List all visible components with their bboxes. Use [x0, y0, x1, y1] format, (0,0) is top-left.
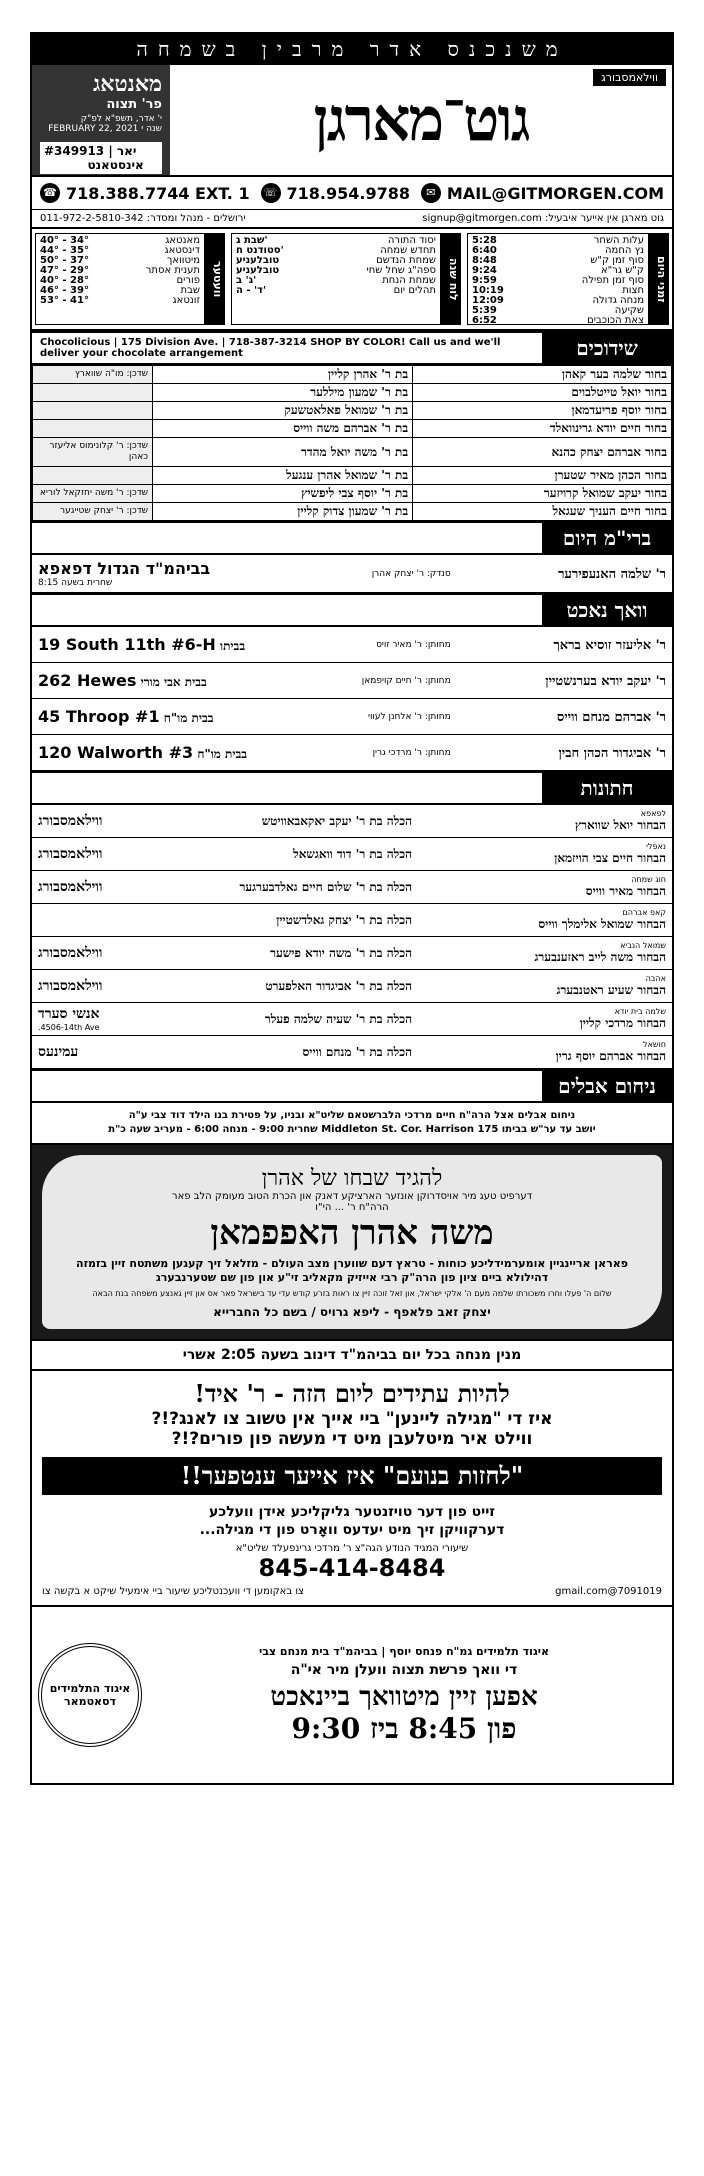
shadchan-cell	[33, 467, 153, 485]
zman-label: צאת הכוכבים	[587, 315, 644, 326]
english-date: FEBRUARY 22, 2021 שנה י	[48, 124, 162, 134]
groom-city: קאפ אברהם	[622, 908, 666, 917]
hebrew-date: י' אדר, תשפ"א לפ"ק	[80, 114, 162, 124]
groom-city: חושאל	[643, 1040, 666, 1049]
bris-place-cell	[38, 559, 271, 588]
chosson-cell	[413, 384, 672, 402]
vachnacht-label: וואך נאכט	[542, 595, 672, 625]
megillah-question-1: איז די "מגילה ליינען" ביי אייך אין טשוב צו לאנג?!?	[151, 1409, 553, 1429]
weather-label: מאנטאג	[165, 235, 200, 246]
bride-name: הכלה בת ר' דוד וואגשאל	[293, 846, 412, 861]
bris-place: בביהמ"ד הגדול דפאפא	[38, 559, 211, 578]
chosson-cell	[413, 485, 672, 503]
kallah-name: בת ר' שמעון מיללער	[310, 385, 409, 399]
kallah-cell	[153, 366, 413, 384]
groom-city: שמואל הנביא	[620, 941, 666, 950]
tribute-blessing: שלום ה' פעלו וחרו משכורתו שלמה מעם ה' אלקי ישראל, און זאל זוכה זיין צו ראות בזרע קודש עדי עד בישראל פאר אס און זיין גאנצע משפחה בנת הבאה	[92, 1289, 612, 1298]
contact-bar	[32, 177, 672, 210]
zman-value: 9:59	[472, 275, 497, 286]
kallah-cell	[153, 467, 413, 485]
groom-name: הבחור מאיר ווייס	[585, 884, 666, 898]
wedding-row	[32, 871, 672, 904]
vachnacht-place: בבית מו"ח	[193, 747, 248, 761]
final-ad-org: איגוד תלמידים גמ"ח פנחס יוסף | בביהמ"ד בית מנחם צבי	[258, 1644, 550, 1658]
luach-label: ספה"ג שחל שחי	[366, 265, 436, 276]
weather-label: פורים	[176, 275, 200, 286]
bride-name: הכלה בת ר' אביגדור האלפערט	[265, 978, 412, 993]
vachnacht-location	[38, 743, 271, 762]
zman-value: 6:52	[472, 315, 497, 326]
luach-value: טובלעניע	[236, 255, 280, 266]
shidduch-row	[33, 402, 672, 420]
weddings-header	[32, 771, 672, 805]
tribute-honoree-title: הרה"ח ר' ... הי"ו	[315, 1202, 389, 1213]
wedding-row	[32, 970, 672, 1003]
weather-value: 50° - 37°	[40, 255, 89, 266]
nichum-header	[32, 1069, 672, 1103]
zman-value: 6:40	[472, 245, 497, 256]
shidduch-row	[33, 438, 672, 467]
kallah-cell	[153, 402, 413, 420]
weather-value: 40° - 28°	[40, 275, 89, 286]
weather-row	[40, 296, 200, 306]
zman-row	[472, 316, 644, 326]
luach-rows	[232, 234, 440, 324]
kallah-cell	[153, 438, 413, 467]
luach-box	[231, 233, 461, 325]
hall-name: אנשי סערד	[38, 1006, 100, 1022]
shidduch-row	[33, 467, 672, 485]
zman-label: שקיעה	[614, 305, 644, 316]
groom-cell	[412, 842, 666, 866]
groom-name: הבחור שמואל אלימלך ווייס	[538, 917, 666, 931]
vachnacht-place: בבית אבי מורי	[136, 675, 207, 689]
kallah-cell	[153, 384, 413, 402]
vachnacht-info: מחותן: ר' מרדכי גרין	[372, 747, 451, 758]
vachnacht-list	[32, 627, 672, 771]
kallah-name: בת ר' אהרן קליין	[327, 367, 409, 381]
issue-row	[40, 142, 162, 174]
vachnacht-address: 262 Hewes	[38, 671, 137, 690]
vachnacht-address: 120 Walworth #3	[38, 743, 194, 762]
groom-cell	[412, 1040, 666, 1064]
weddings-list	[32, 805, 672, 1069]
wedding-row	[32, 805, 672, 838]
wedding-hall	[38, 813, 158, 830]
hall-name: ווילאמסבורג	[38, 845, 103, 862]
nichum-notice	[32, 1103, 672, 1145]
shidduch-row	[33, 384, 672, 402]
kallah-cell	[153, 420, 413, 438]
luach-label: שמחת הנדשם	[376, 255, 436, 266]
luach-value: טובלעניע	[236, 265, 280, 276]
vachnacht-location	[38, 671, 271, 690]
vachnacht-place: בביתו	[215, 639, 246, 653]
bride-name: הכלה בת ר' יעקב יאקאבאוויטש	[261, 813, 412, 828]
weather-value: 46° - 39°	[40, 285, 89, 296]
zman-value: 12:09	[472, 295, 504, 306]
groom-name: הבחור יואל שווארץ	[574, 818, 666, 832]
zman-value: 5:28	[472, 235, 497, 246]
weather-rows	[36, 234, 204, 324]
kallah-name: בת ר' משה יואל מהדר	[301, 444, 409, 459]
chosson-cell	[413, 366, 672, 384]
chosson-name: בחור שלמה בער קאהן	[561, 367, 667, 381]
groom-name: הבחור משה לייב ראזענבערג	[534, 950, 666, 964]
chosson-cell	[413, 402, 672, 420]
megillah-headline: להיות עתידים ליום הזה - ר' איד!	[194, 1379, 510, 1408]
shadchan-cell: שדכן: ר' קלונימוס אליעזר כאהן	[33, 438, 153, 467]
shidduchim-label: שידוכים	[542, 333, 672, 363]
bris-time: שחרית בשעה 8:15	[38, 578, 113, 588]
email	[421, 183, 664, 203]
bris-father: ר' שלמה האנעפירער	[558, 566, 666, 582]
bride-name: הכלה בת ר' שעיה שלמה פעלר	[264, 1011, 412, 1026]
hall-address: 4506-14th Ave.	[38, 1023, 100, 1032]
weather-label: זונטאג	[172, 295, 200, 306]
zman-label: חצות	[622, 285, 644, 296]
wedding-row	[32, 1036, 672, 1069]
luach-label: יסוד התורה	[387, 235, 436, 246]
newspaper-page	[30, 32, 674, 1785]
chosson-name: בחור חיים העניך שעגאל	[552, 504, 667, 518]
bride-name: הכלה בת ר' משה יודא פישער	[270, 945, 412, 960]
luach-label: לוח שנה	[440, 234, 460, 324]
vachnacht-address: 45 Throop #1	[38, 707, 160, 726]
luach-label: תהלים יום	[393, 285, 436, 296]
phone-1	[40, 183, 250, 203]
shidduch-row	[33, 485, 672, 503]
vachnacht-name: ר' אליעזר זוסיא בראך	[553, 637, 666, 653]
groom-cell	[412, 875, 666, 899]
luach-value: סטודנט ח'	[236, 245, 284, 256]
location-tag: ווילאמסבורג	[593, 69, 666, 86]
hall-name: ווילאמסבורג	[38, 812, 103, 829]
groom-name: הבחור אברהם יוסף גרין	[555, 1049, 666, 1063]
vachnacht-row	[32, 627, 672, 663]
tribute-honoree: משה אהרן האפפמאן	[210, 1213, 494, 1253]
weather-label: שבת	[180, 285, 200, 296]
luach-value: ג' ב'	[236, 275, 257, 286]
chocolicious-ad: Chocolicious | 175 Division Ave. | 718-387-3214 SHOP BY COLOR! Call us and we'll deliver your chocolate arrangement	[40, 337, 501, 359]
vachnacht-row	[32, 663, 672, 699]
wedding-hall	[38, 879, 158, 896]
shidduch-row	[33, 503, 672, 521]
megillah-answer: "לחזות בנועם" איז אייער ענטפער!!	[42, 1457, 662, 1495]
zman-value: 10:19	[472, 285, 504, 296]
tribute-body: פאראן אריינגיין אומערמידליכע כוחות - טראץ דעם שווערן מצב העולם - מזלאל זיך קעגען משתטח זיין בזמזה דהילולא ביים ציון פון הרה"ק רבי אייזיק מקאליב זי"ע און פון שם שטערנבערג	[76, 1257, 628, 1284]
shadchan-cell: שדכן: ר' משה יחזקאל לוריא	[33, 485, 153, 503]
kallah-name: בת ר' שמואל פאלאטשעק	[284, 403, 409, 417]
tribute-intro: דערפיט טעג מיר אויסדרוקן אונזער הארציקע דאנק און הכרת הטוב מעומק הלב פאר	[171, 1191, 533, 1202]
groom-cell	[412, 1007, 666, 1031]
zman-label: סוף זמן ק"ש	[590, 255, 644, 266]
day-of-week: מאנטאג	[93, 71, 162, 97]
shadchan-cell	[33, 384, 153, 402]
bris-row	[32, 555, 672, 593]
hall-name: ווילאמסבורג	[38, 878, 103, 895]
shadchan-cell	[33, 402, 153, 420]
vachnacht-header	[32, 593, 672, 627]
groom-cell	[412, 908, 666, 932]
vachnacht-name: ר' יעקב יודא בערנשטיין	[545, 673, 666, 689]
kallah-name: בת ר' יוסף צבי ליפשיץ	[301, 486, 409, 500]
brand-logo: גוט־מארגן	[313, 85, 529, 155]
vachnacht-row	[32, 735, 672, 771]
hall-name: ווילאמסבורג	[38, 944, 103, 961]
weather-label: מיטוואך	[166, 255, 200, 266]
groom-city: שלמה בית יודא	[614, 1007, 666, 1016]
megillah-email: 7091019@gmail.com	[555, 1586, 662, 1597]
bride-name: הכלה בת ר' מנחם ווייס	[302, 1044, 412, 1059]
megillah-email-note: צו באקומען די וועכנטליכע שיעור ביי אימעיל שיקט א בקשה צו	[42, 1586, 304, 1597]
zman-label: עלות השחר	[593, 235, 644, 246]
shadchan-cell: שדכן: מו"ה שווארץ	[33, 366, 153, 384]
weather-label: תענית אסתר	[145, 265, 200, 276]
vachnacht-address: 19 South 11th #6-H	[38, 635, 216, 654]
zman-value: 8:48	[472, 255, 497, 266]
fax-icon: ☏	[261, 183, 281, 203]
luach-label: שמחת הנחת	[382, 275, 436, 286]
weather-value: 40° - 34°	[40, 235, 89, 246]
zman-label: ק"ש גר"א	[600, 265, 644, 276]
chosson-name: בחור אברהם יצחק כהנא	[551, 444, 667, 459]
weather-value: 47° - 29°	[40, 265, 89, 276]
megillah-ad	[32, 1371, 672, 1607]
shadchan-cell	[33, 420, 153, 438]
groom-city: חוג שמחה	[631, 875, 666, 884]
bris-list	[32, 555, 672, 593]
vachnacht-info: מחותן: ר' חיים קויפמאן	[361, 675, 451, 686]
groom-name: הבחור חיים צבי הויזמאן	[554, 851, 666, 865]
megillah-speaker: שיעורי המגיד הנודע הגה"צ ר' מרדכי גרינפעלד שליט"א	[235, 1543, 469, 1554]
vachnacht-place: בבית מו"ח	[159, 711, 214, 725]
bris-header	[32, 521, 672, 555]
megillah-body-1: זייט פון דער טויזנטער גליקליכע אידן וועלכע	[208, 1504, 496, 1520]
parsha: פר' תצוה	[106, 97, 162, 112]
groom-city: נאפלי	[646, 842, 666, 851]
chosson-name: בחור יוסף פריעדמאן	[571, 403, 667, 417]
phone-1-text: 718.388.7744 EXT. 1	[66, 183, 250, 203]
groom-city: אהבה	[645, 974, 666, 983]
vachnacht-name: ר' אביגדור הכהן חבין	[558, 745, 666, 761]
shidduchim-table	[32, 365, 672, 521]
wedding-hall	[38, 846, 158, 863]
shidduch-row	[33, 366, 672, 384]
tribute-signers: יצחק זאב פלאפף - ליפא גרויס / בשם כל החברייא	[213, 1305, 491, 1319]
zman-value: 9:24	[472, 265, 497, 276]
email-text: MAIL@GITMORGEN.COM	[446, 183, 664, 203]
kallah-cell	[153, 503, 413, 521]
top-banner: משנכנס אדר מרבין בשמחה	[32, 34, 672, 65]
final-ad-hours: פון 8:45 ביז 9:30	[291, 1711, 517, 1745]
shidduch-row	[33, 420, 672, 438]
groom-cell	[412, 941, 666, 965]
logo-area	[170, 65, 672, 175]
tribute-title: להגיד שבחו של אהרן	[261, 1166, 443, 1191]
wedding-hall	[38, 945, 158, 962]
zmanim-rows	[468, 234, 648, 324]
bris-sandek: סנדק: ר' יצחק אהרן	[371, 568, 451, 579]
times-panel	[32, 229, 672, 331]
bride-name: הכלה בת ר' יצחק גאלדשטיין	[276, 912, 412, 927]
wedding-row	[32, 937, 672, 970]
issue-number: #3499	[44, 144, 88, 158]
weather-label: וועטער	[204, 234, 224, 324]
weather-box	[35, 233, 225, 325]
hall-name: עמינעס	[38, 1043, 79, 1060]
wedding-hall	[38, 1006, 158, 1032]
wedding-hall	[38, 1044, 158, 1061]
phone-icon: ☎	[40, 183, 60, 203]
weddings-label: חתונות	[542, 773, 672, 803]
shadchan-cell: שדכן: ר' יצחק שטייגער	[33, 503, 153, 521]
zman-label: סוף זמן תפילה	[581, 275, 644, 286]
luach-value: ד' - ה'	[236, 285, 266, 296]
megillah-email-row	[42, 1586, 662, 1597]
wedding-hall	[38, 978, 158, 995]
final-ad-body	[142, 1645, 666, 1746]
bris-label: ברי"מ היום	[542, 523, 672, 553]
nichum-line-1: ניחום אבלים אצל הרה"ח חיים מרדכי הלברשטאם שליט"א ובניו, על פטירת בנו הילד דוד צבי ע"ה	[128, 1110, 576, 1121]
luach-label: תחדש שמחה	[380, 245, 436, 256]
luach-row	[236, 286, 436, 296]
bride-name: הכלה בת ר' שלום חיים גאלדבערגער	[239, 879, 412, 894]
megillah-question-2: ווילט איר מיטלעבן מיט די מעשה פון פורים?!?	[171, 1429, 533, 1449]
email-icon: ✉	[421, 183, 441, 203]
jerusalem-line: 011-972-2-5810-342 :ירושלים - מנהל ומסדר	[40, 213, 246, 224]
nichum-label: ניחום אבלים	[542, 1071, 672, 1101]
chosson-name: בחור יעקב שמואל קרויזער	[543, 486, 667, 500]
wedding-row	[32, 838, 672, 871]
chosson-name: בחור הכהן מאיר שטערן	[554, 468, 667, 482]
final-ad-open: אפען זיין מיטוואך ביינאכט	[270, 1681, 538, 1712]
date-box	[32, 65, 170, 175]
shidduchim-header	[32, 331, 672, 365]
megillah-body-2: דערקוויקן זיך מיט יעדעס וואָרט פון די מגילה...	[199, 1522, 505, 1538]
groom-city: לפאפא	[640, 809, 666, 818]
zman-value: 5:39	[472, 305, 497, 316]
zmanim-box	[467, 233, 669, 325]
chosson-cell	[413, 503, 672, 521]
groom-cell	[412, 809, 666, 833]
groom-name: הבחור שעיע ראטנבערג	[556, 983, 666, 997]
kallah-name: בת ר' שמואל אהרן ענגעל	[286, 468, 409, 482]
phone-2	[261, 183, 410, 203]
contact-subline	[32, 210, 672, 229]
megillah-phone: 845-414-8484	[258, 1554, 446, 1582]
masthead	[32, 65, 672, 177]
signup-line: signup@gitmorgen.com :גוט מארגן אין אייער איבעיל	[422, 213, 664, 224]
zman-label: נץ החמה	[605, 245, 644, 256]
chosson-cell	[413, 467, 672, 485]
chosson-cell	[413, 438, 672, 467]
groom-cell	[412, 974, 666, 998]
vachnacht-row	[32, 699, 672, 735]
minyan-notice: מנין מנחה בכל יום בביהמ"ד דינוב בשעה 2:05 אשרי	[32, 1341, 672, 1371]
nichum-line-2: יושב עד ער"ש בביתו 175 Middleton St. Cor. Harrison שחרית 9:00 - מנחה 6:00 - מעריב שעה כ"ת	[108, 1124, 596, 1135]
chosson-name: בחור חיים יודא גרינוואלד	[549, 421, 667, 435]
tribute-scroll	[42, 1155, 662, 1329]
kallah-name: בת ר' אברהם משה ווייס	[293, 421, 409, 435]
issue-year: 13 יאר | אינסטאנט	[87, 144, 144, 172]
vachnacht-info: מחותן: ר' אלחנן לעווי	[367, 711, 451, 722]
hall-name: ווילאמסבורג	[38, 977, 103, 994]
zman-label: מנחה גדולה	[592, 295, 644, 306]
weather-label: דינסטאג	[164, 245, 200, 256]
weather-value: 53° - 41°	[40, 295, 89, 306]
final-ad-intro: די וואך פרשת תצוה וועלן מיר אי"ה	[290, 1661, 518, 1678]
vachnacht-name: ר' אברהם מנחם ווייס	[556, 709, 666, 725]
chosson-cell	[413, 420, 672, 438]
zmanim-label: זמני היום	[648, 234, 668, 324]
vachnacht-location	[38, 707, 271, 726]
groom-name: הבחור מרדכי קליין	[579, 1016, 666, 1030]
vachnacht-info: מחותן: ר' מאיר זויס	[376, 639, 451, 650]
weather-value: 44° - 35°	[40, 245, 89, 256]
vachnacht-location	[38, 635, 271, 654]
wedding-row	[32, 1003, 672, 1036]
luach-value: שבת ג'	[236, 235, 268, 246]
chosson-name: בחור יואל טייטלבוים	[571, 385, 667, 399]
kallah-name: בת ר' שמעון צדוק קליין	[297, 504, 409, 518]
tribute-ad	[32, 1145, 672, 1341]
final-ad	[32, 1607, 672, 1783]
phone-2-text: 718.954.9788	[286, 183, 410, 203]
organization-seal: איגוד התלמידים דסאטמאר	[38, 1643, 142, 1747]
wedding-row	[32, 904, 672, 937]
kallah-cell	[153, 485, 413, 503]
